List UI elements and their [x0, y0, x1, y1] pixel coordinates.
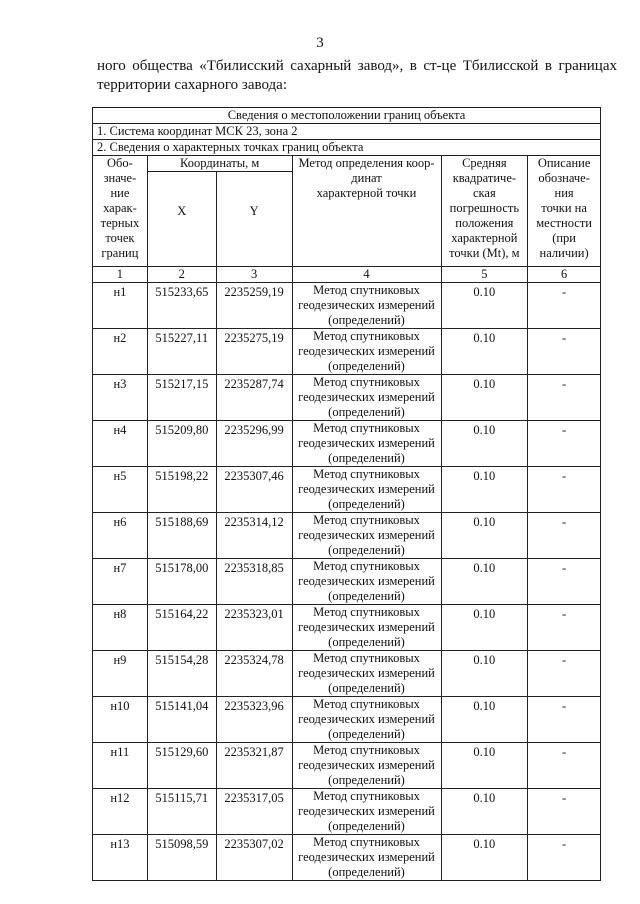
table-row	[93, 329, 601, 375]
table-row	[93, 789, 601, 835]
error-cell: 0.10	[441, 283, 528, 329]
x-coordinate-cell: 515129,60	[147, 743, 216, 789]
x-coordinate-cell: 515164,22	[147, 605, 216, 651]
y-coordinate-cell: 2235275,19	[216, 329, 292, 375]
intro-line-1: ного общества «Тбилисский сахарный завод», в ст-це Тбилисской в границах	[97, 58, 617, 74]
x-coordinate-cell: 515198,22	[147, 467, 216, 513]
point-name-cell: н9	[93, 651, 148, 697]
x-coordinate-cell: 515217,15	[147, 375, 216, 421]
error-cell: 0.10	[441, 835, 528, 881]
intro-paragraph	[97, 57, 617, 95]
col-number-6: 6	[528, 267, 601, 283]
method-cell: Метод спутниковых геодезических измерений (определений)	[292, 743, 441, 789]
method-cell: Метод спутниковых геодезических измерений (определений)	[292, 329, 441, 375]
point-name-cell: н10	[93, 697, 148, 743]
table-row	[93, 743, 601, 789]
description-cell: -	[528, 467, 601, 513]
description-cell: -	[528, 835, 601, 881]
boundary-points-table	[92, 107, 601, 881]
coordinate-system-row: 1. Система координат МСК 23, зона 2	[93, 124, 601, 140]
description-cell: -	[528, 329, 601, 375]
description-cell: -	[528, 513, 601, 559]
x-coordinate-cell: 515188,69	[147, 513, 216, 559]
description-cell: -	[528, 605, 601, 651]
point-name-cell: н5	[93, 467, 148, 513]
header-error: Средняя квадратиче- ская погрешность положения характерной точки (Mt), м	[441, 156, 528, 267]
y-coordinate-cell: 2235307,02	[216, 835, 292, 881]
point-name-cell: н1	[93, 283, 148, 329]
table-row	[93, 375, 601, 421]
col-number-2: 2	[147, 267, 216, 283]
header-description: Описание обозначе- ния точки на местности (при наличии)	[528, 156, 601, 267]
description-cell: -	[528, 559, 601, 605]
x-coordinate-cell: 515227,11	[147, 329, 216, 375]
method-cell: Метод спутниковых геодезических измерений (определений)	[292, 697, 441, 743]
x-coordinate-cell: 515098,59	[147, 835, 216, 881]
table-row	[93, 467, 601, 513]
y-coordinate-cell: 2235287,74	[216, 375, 292, 421]
description-cell: -	[528, 651, 601, 697]
method-cell: Метод спутниковых геодезических измерений (определений)	[292, 559, 441, 605]
description-cell: -	[528, 789, 601, 835]
x-coordinate-cell: 515154,28	[147, 651, 216, 697]
table-row	[93, 605, 601, 651]
error-cell: 0.10	[441, 329, 528, 375]
col-number-3: 3	[216, 267, 292, 283]
header-coordinates: Координаты, м	[147, 156, 292, 172]
error-cell: 0.10	[441, 513, 528, 559]
point-name-cell: н13	[93, 835, 148, 881]
error-cell: 0.10	[441, 743, 528, 789]
header-point-name: Обо- значе- ние харак- терных точек границ	[93, 156, 148, 267]
x-coordinate-cell: 515233,65	[147, 283, 216, 329]
col-number-5: 5	[441, 267, 528, 283]
y-coordinate-cell: 2235296,99	[216, 421, 292, 467]
section-title-row: 2. Сведения о характерных точках границ объекта	[93, 140, 601, 156]
y-coordinate-cell: 2235317,05	[216, 789, 292, 835]
point-name-cell: н8	[93, 605, 148, 651]
error-cell: 0.10	[441, 697, 528, 743]
error-cell: 0.10	[441, 789, 528, 835]
method-cell: Метод спутниковых геодезических измерений (определений)	[292, 835, 441, 881]
col-number-1: 1	[93, 267, 148, 283]
method-cell: Метод спутниковых геодезических измерений (определений)	[292, 421, 441, 467]
method-cell: Метод спутниковых геодезических измерений (определений)	[292, 283, 441, 329]
method-cell: Метод спутниковых геодезических измерений (определений)	[292, 375, 441, 421]
header-y: Y	[216, 172, 292, 267]
y-coordinate-cell: 2235307,46	[216, 467, 292, 513]
error-cell: 0.10	[441, 467, 528, 513]
intro-line-2: территории сахарного завода:	[97, 77, 288, 93]
table-row	[93, 835, 601, 881]
table-row	[93, 651, 601, 697]
point-name-cell: н2	[93, 329, 148, 375]
point-name-cell: н6	[93, 513, 148, 559]
y-coordinate-cell: 2235318,85	[216, 559, 292, 605]
x-coordinate-cell: 515209,80	[147, 421, 216, 467]
y-coordinate-cell: 2235314,12	[216, 513, 292, 559]
table-row	[93, 697, 601, 743]
header-method: Метод определения коор- динат характерной точки	[292, 156, 441, 267]
x-coordinate-cell: 515115,71	[147, 789, 216, 835]
header-x: X	[147, 172, 216, 267]
description-cell: -	[528, 743, 601, 789]
table-row	[93, 421, 601, 467]
method-cell: Метод спутниковых геодезических измерений (определений)	[292, 651, 441, 697]
description-cell: -	[528, 421, 601, 467]
y-coordinate-cell: 2235259,19	[216, 283, 292, 329]
error-cell: 0.10	[441, 375, 528, 421]
error-cell: 0.10	[441, 605, 528, 651]
table-title: Сведения о местоположении границ объекта	[93, 108, 601, 124]
point-name-cell: н4	[93, 421, 148, 467]
description-cell: -	[528, 375, 601, 421]
method-cell: Метод спутниковых геодезических измерений (определений)	[292, 789, 441, 835]
error-cell: 0.10	[441, 421, 528, 467]
error-cell: 0.10	[441, 559, 528, 605]
point-name-cell: н11	[93, 743, 148, 789]
description-cell: -	[528, 697, 601, 743]
col-number-4: 4	[292, 267, 441, 283]
method-cell: Метод спутниковых геодезических измерений (определений)	[292, 605, 441, 651]
table-row	[93, 513, 601, 559]
x-coordinate-cell: 515178,00	[147, 559, 216, 605]
x-coordinate-cell: 515141,04	[147, 697, 216, 743]
point-name-cell: н12	[93, 789, 148, 835]
method-cell: Метод спутниковых геодезических измерений (определений)	[292, 467, 441, 513]
error-cell: 0.10	[441, 651, 528, 697]
table-row	[93, 283, 601, 329]
y-coordinate-cell: 2235321,87	[216, 743, 292, 789]
y-coordinate-cell: 2235324,78	[216, 651, 292, 697]
y-coordinate-cell: 2235323,96	[216, 697, 292, 743]
table-row	[93, 559, 601, 605]
point-name-cell: н3	[93, 375, 148, 421]
y-coordinate-cell: 2235323,01	[216, 605, 292, 651]
description-cell: -	[528, 283, 601, 329]
page-number: 3	[316, 35, 324, 51]
point-name-cell: н7	[93, 559, 148, 605]
method-cell: Метод спутниковых геодезических измерений (определений)	[292, 513, 441, 559]
